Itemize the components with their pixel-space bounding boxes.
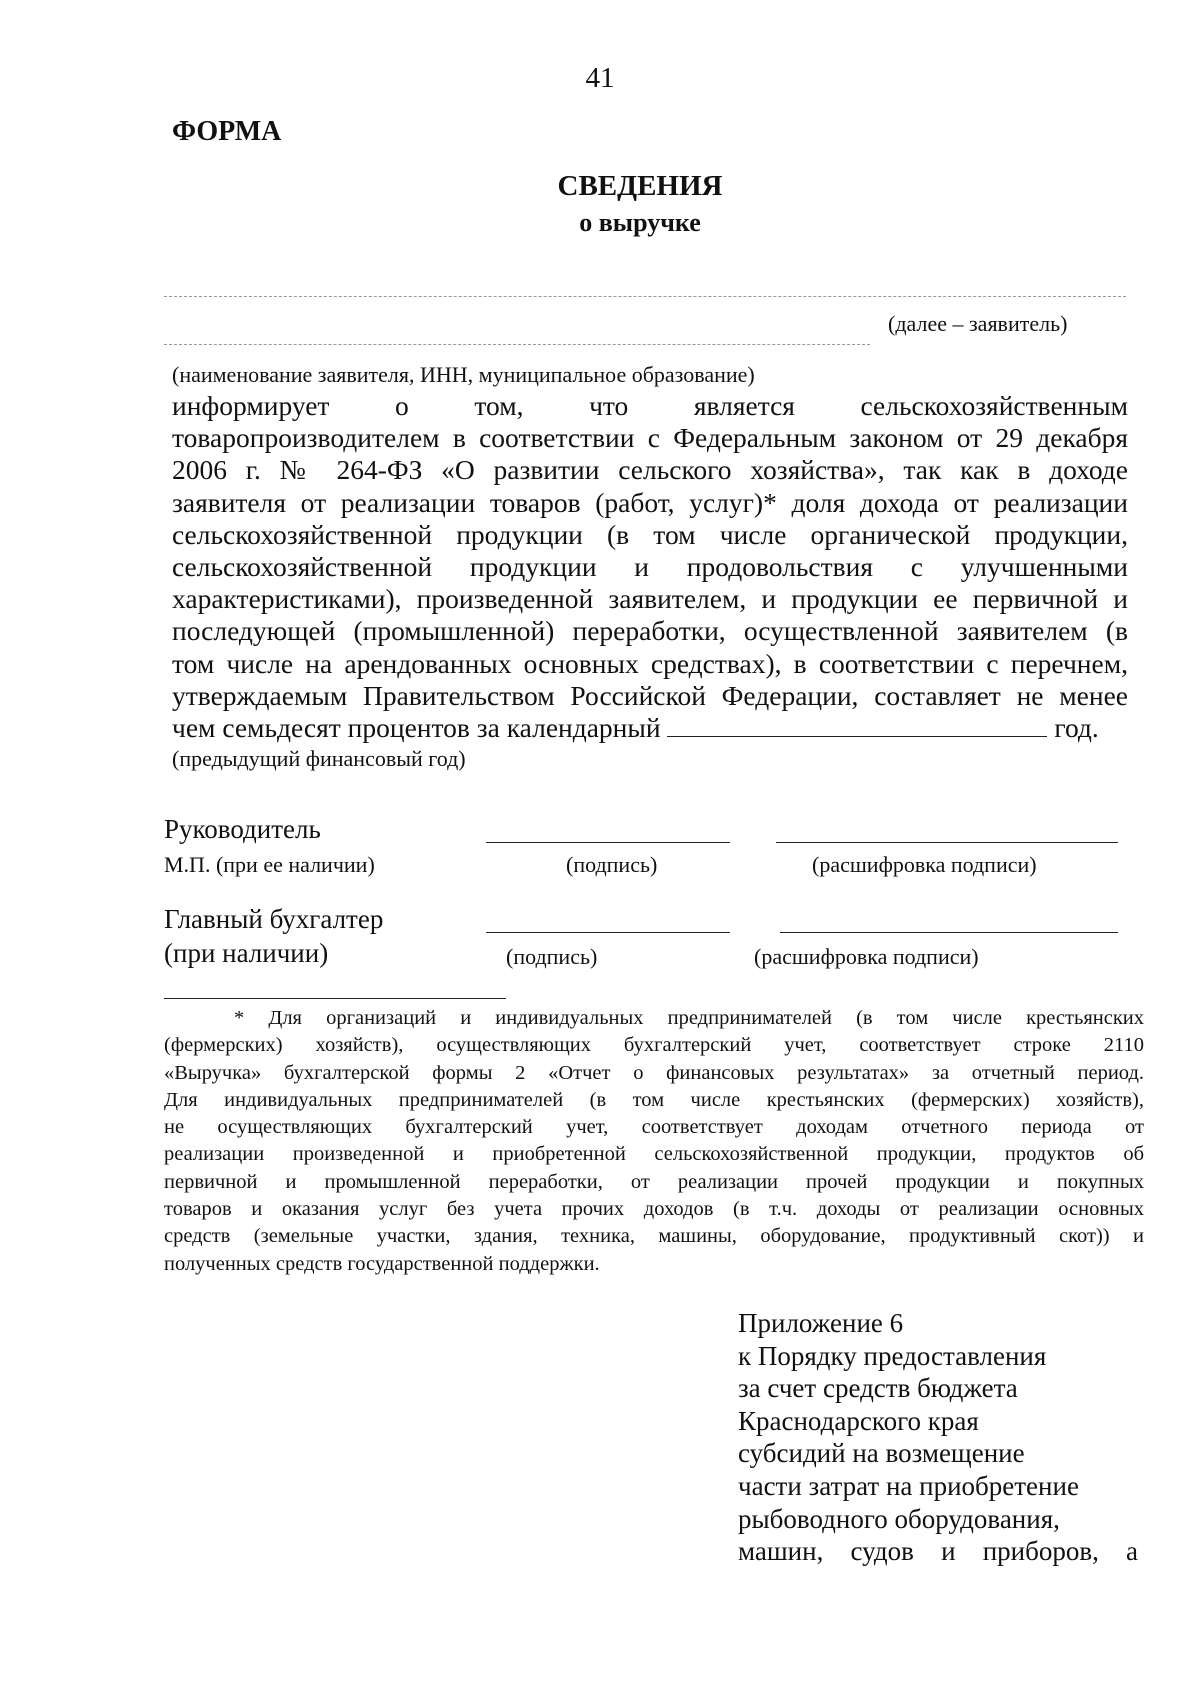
footnote-line: товаров и оказания услуг без учета прочих доходов (в т.ч. доходы от реализации основных: [164, 1198, 1144, 1221]
head-label: Руководитель: [164, 814, 321, 844]
appendix-line: Краснодарского края: [738, 1405, 979, 1436]
appendix-line: машин, судов и приборов, а: [738, 1536, 1138, 1567]
applicant-blank-line-2: [164, 344, 870, 345]
body-line: заявителя от реализации товаров (работ, услуг)* доля дохода от реализации: [172, 486, 1128, 518]
footnote-line: Для индивидуальных предпринимателей (в том числе крестьянских (фермерских) хозяйств),: [164, 1088, 1144, 1111]
head-sign-line: [486, 842, 730, 843]
body-line: сельскохозяйственной продукции (в том числе органической продукции,: [172, 518, 1128, 550]
head-sign-caption: (подпись): [566, 852, 658, 877]
body-paragraph: [172, 390, 1128, 744]
body-line: 2006 г. № 264-ФЗ «О развитии сельского хозяйства», так как в доходе: [172, 454, 1128, 486]
footnote-line: полученных средств государственной поддержки.: [164, 1252, 600, 1275]
appendix-line: субсидий на возмещение: [738, 1438, 1025, 1469]
accountant-decode-line: [780, 932, 1118, 933]
document-subtitle: о выручке: [579, 208, 701, 237]
applicant-caption: (наименование заявителя, ИНН, муниципальное образование): [172, 362, 755, 387]
body-line: информирует о том, что является сельскохозяйственным: [172, 390, 1128, 421]
head-decode-line: [776, 842, 1118, 843]
accountant-sign-caption: (подпись): [506, 944, 598, 969]
body-last-line-start: чем семьдесят процентов за календарный: [172, 712, 661, 744]
accountant-label: Главный бухгалтер: [164, 904, 384, 934]
accountant-note: (при наличии): [164, 938, 329, 968]
body-line: том числе на арендованных основных средствах), в соответствии с перечнем,: [172, 647, 1128, 679]
document-title: СВЕДЕНИЯ: [557, 170, 723, 202]
accountant-sign-line: [486, 932, 730, 933]
body-line: характеристиками), произведенной заявителем, и продукции ее первичной и: [172, 583, 1128, 615]
footnote-line: «Выручка» бухгалтерской формы 2 «Отчет о финансовых результатах» за отчетный период.: [164, 1061, 1144, 1084]
applicant-blank-line-1: [164, 296, 1126, 297]
appendix-header: [738, 1307, 1138, 1568]
applicant-suffix: (далее – заявитель): [888, 311, 1068, 336]
body-line: последующей (промышленной) переработки, осуществленной заявителем (в: [172, 615, 1128, 647]
head-decode-caption: (расшифровка подписи): [812, 852, 1037, 877]
footnote: [164, 1005, 1144, 1278]
body-line: товаропроизводителем в соответствии с Федеральным законом от 29 декабря: [172, 422, 1128, 454]
footnote-line: реализации произведенной и приобретенной сельскохозяйственной продукции, продуктов об: [164, 1143, 1144, 1166]
appendix-line: части затрат на приобретение: [738, 1470, 1079, 1501]
seal-label: М.П. (при ее наличии): [164, 852, 375, 877]
footnote-line: не осуществляющих бухгалтерский учет, соответствует доходам отчетного периода от: [164, 1116, 1144, 1139]
footnote-line: * Для организаций и индивидуальных предпринимателей (в том числе крестьянских: [234, 1007, 1144, 1029]
footnote-line: средств (земельные участки, здания, техника, машины, оборудование, продуктивный скот)) и: [164, 1225, 1144, 1248]
year-blank: [667, 714, 1047, 737]
body-line: утверждаемым Правительством Российской Федерации, составляет не менее: [172, 679, 1128, 711]
page-number: 41: [585, 62, 615, 94]
appendix-line: рыбоводного оборудования,: [738, 1503, 1060, 1534]
footnote-line: первичной и промышленной переработки, от реализации прочей продукции и покупных: [164, 1170, 1144, 1193]
form-label: ФОРМА: [172, 116, 282, 147]
appendix-line: к Порядку предоставления: [738, 1340, 1047, 1371]
body-line: сельскохозяйственной продукции и продовольствия с улучшенными: [172, 551, 1128, 583]
accountant-decode-caption: (расшифровка подписи): [754, 944, 979, 969]
appendix-line: за счет средств бюджета: [738, 1373, 1018, 1404]
footnote-line: (фермерских) хозяйств), осуществляющих бухгалтерский учет, соответствует строке 2110: [164, 1034, 1144, 1057]
appendix-line: Приложение 6: [738, 1308, 904, 1338]
year-caption: (предыдущий финансовый год): [172, 746, 466, 771]
footnote-separator: [164, 998, 506, 999]
body-last-line-end: год.: [1054, 712, 1099, 744]
body-last-line: [172, 712, 1128, 744]
